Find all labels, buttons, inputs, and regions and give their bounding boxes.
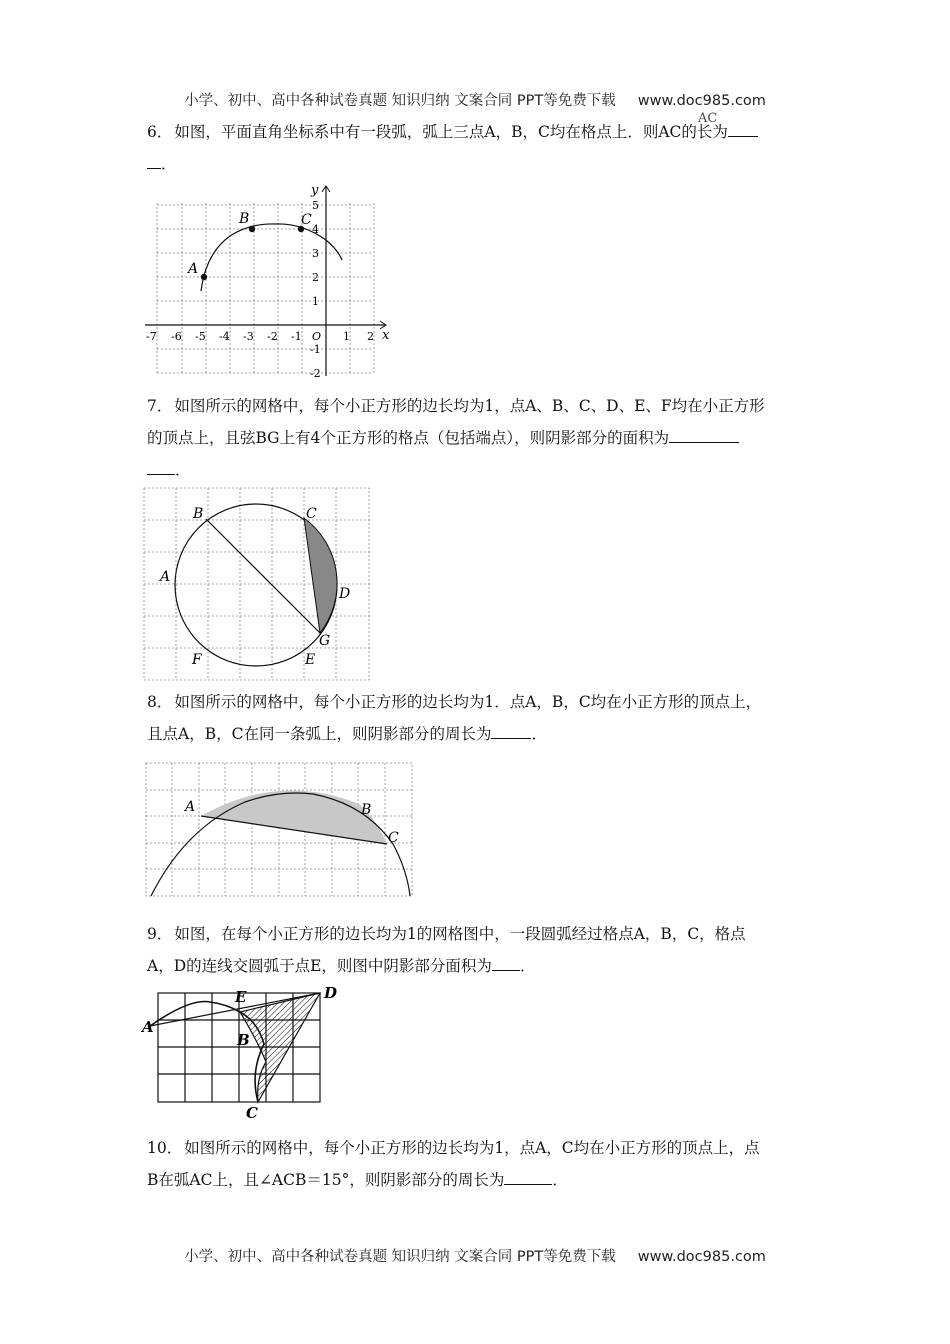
q9-number: 9． (147, 925, 173, 943)
question-6: 6． 如图，平面直角坐标系中有一段弧，弧上三点A，B，C均在格点上．则AC的长为 ． (147, 116, 812, 180)
q7-label-c: C (306, 506, 317, 522)
q6-point-a (201, 274, 207, 280)
q8-line2: 且点A，B，C在同一条弧上，则阴影部分的周长为 (147, 725, 492, 743)
q6-text: 如图，平面直角坐标系中有一段弧，弧上三点A，B，C均在格点上．则AC的长为 (174, 123, 728, 141)
q6-number: 6． (147, 123, 173, 141)
question-9: 9． 如图，在每个小正方形的边长均为1的网格图中，一段圆弧经过格点A，B，C，格点 A，D的连线交圆弧于点E，则图中阴影部分面积为 ． (147, 925, 746, 975)
svg-text:-7: -7 (146, 330, 157, 343)
q7-line2: 的顶点上，且弦BG上有4个正方形的格点（包括端点），则阴影部分的面积为 (147, 429, 670, 447)
svg-text:-6: -6 (171, 330, 182, 343)
q6-grid (157, 203, 374, 373)
q7-blank (669, 426, 739, 443)
q9-label-c: C (246, 1104, 258, 1120)
svg-text:1: 1 (312, 295, 319, 308)
q7-chord-bg (206, 519, 320, 633)
q9-label-d: D (324, 984, 338, 1002)
page-footer (0, 1245, 950, 1266)
svg-text:-1: -1 (310, 343, 321, 356)
q9-blank (492, 954, 520, 971)
footer-text: 小学、初中、高中各种试卷真题 知识归纳 文案合同 PPT等免费下载 (184, 1249, 616, 1265)
q6-blank (728, 120, 758, 137)
q10-line2: B在弧AC上，且∠ACB＝15°，则阴影部分的周长为 (147, 1171, 505, 1189)
q7-line1: 如图所示的网格中，每个小正方形的边长均为1，点A、B、C、D、E、F均在小正方形 (174, 397, 765, 415)
svg-text:4: 4 (312, 223, 319, 236)
svg-text:1: 1 (343, 330, 350, 343)
q7-blank-cont (147, 458, 175, 475)
q6-x-ticks (146, 330, 374, 343)
q9-arc (150, 1002, 264, 1103)
q6-point-b (249, 226, 255, 232)
q6-blank-cont (147, 152, 161, 169)
svg-text:-5: -5 (195, 330, 206, 343)
question-10: 10． 如图所示的网格中，每个小正方形的边长均为1，点A，C均在小正方形的顶点上，点 B在弧AC上，且∠ACB＝15°，则阴影部分的周长为 ． (147, 1139, 760, 1189)
q6-arc (201, 224, 342, 291)
q7-label-f: F (192, 652, 202, 668)
header-site-link[interactable]: www.doc985.com (637, 93, 766, 109)
q8-label-c: C (388, 830, 399, 846)
q10-number: 10． (147, 1139, 183, 1157)
svg-text:-1: -1 (291, 330, 302, 343)
q10-line1: 如图所示的网格中，每个小正方形的边长均为1，点A，C均在小正方形的顶点上，点 (184, 1139, 760, 1157)
q8-number: 8． (147, 693, 173, 711)
q9-figure (140, 982, 345, 1120)
q7-label-a: A (160, 569, 171, 585)
svg-text:-4: -4 (219, 330, 230, 343)
q8-blank (491, 722, 531, 739)
svg-text:-3: -3 (243, 330, 254, 343)
footer-site-link[interactable]: www.doc985.com (637, 1249, 766, 1265)
q7-figure (143, 487, 371, 683)
q9-line1: 如图，在每个小正方形的边长均为1的网格图中，一段圆弧经过格点A，B，C，格点 (174, 925, 746, 943)
q8-figure (145, 762, 415, 899)
q6-arc-label: AC (698, 111, 718, 126)
q8-label-b: B (361, 802, 372, 818)
q6-label-a: A (188, 261, 199, 277)
svg-text:-2: -2 (267, 330, 278, 343)
q6-figure (140, 178, 400, 378)
q6-label-c: C (301, 212, 312, 228)
header-text: 小学、初中、高中各种试卷真题 知识归纳 文案合同 PPT等免费下载 (184, 93, 616, 109)
q7-label-e: E (305, 652, 316, 668)
question-7: 7． 如图所示的网格中，每个小正方形的边长均为1，点A、B、C、D、E、F均在小正方形 的顶点上，且弦BG上有4个正方形的格点（包括端点），则阴影部分的面积为 ． (147, 397, 765, 479)
q6-label-b: B (239, 211, 250, 227)
svg-text:3: 3 (312, 247, 319, 260)
q7-label-g: G (319, 633, 331, 649)
q9-line2: A，D的连线交圆弧于点E，则图中阴影部分面积为 (147, 957, 492, 975)
q7-number: 7． (147, 397, 173, 415)
q6-x-label: x (382, 328, 390, 343)
q7-label-b: B (193, 506, 204, 522)
q8-label-a: A (185, 799, 196, 815)
svg-text:-2: -2 (310, 367, 321, 378)
q6-y-ticks (310, 199, 321, 378)
q9-label-e: E (235, 988, 247, 1006)
page-header (0, 89, 950, 110)
q9-label-b: B (237, 1031, 250, 1049)
svg-text:O: O (312, 330, 322, 343)
q8-line1: 如图所示的网格中，每个小正方形的边长均为1．点A，B，C均在小正方形的顶点上， (174, 693, 762, 711)
svg-text:5: 5 (312, 199, 319, 212)
q6-y-label: y (311, 183, 319, 198)
q9-label-a: A (142, 1018, 154, 1036)
q7-label-d: D (339, 586, 351, 602)
svg-text:2: 2 (312, 271, 319, 284)
question-8: 8． 如图所示的网格中，每个小正方形的边长均为1．点A，B，C均在小正方形的顶点上， 且点A，B，C在同一条弧上，则阴影部分的周长为 ． (147, 693, 762, 743)
q10-blank (504, 1168, 552, 1185)
svg-text:2: 2 (367, 330, 374, 343)
q8-shaded-region (201, 791, 387, 844)
